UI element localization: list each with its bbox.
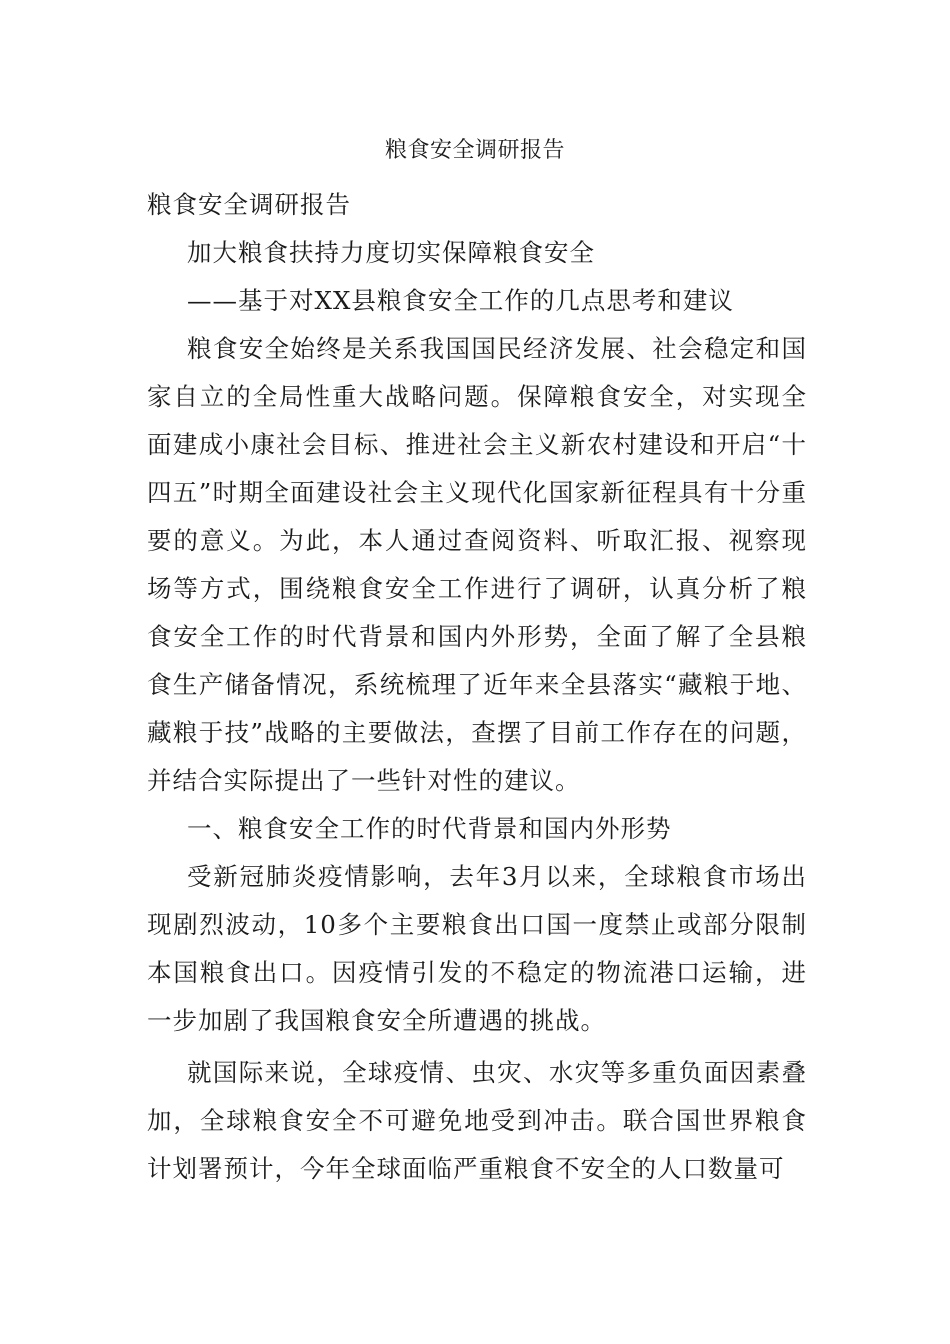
report-main-title: 加大粮食扶持力度切实保障粮食安全 (187, 238, 595, 267)
document-body (147, 181, 807, 1193)
document-title: 粮食安全调研报告 (384, 138, 565, 163)
intro-paragraph: 粮食安全始终是关系我国国民经济发展、社会稳定和国家自立的全局性重大战略问题。保障粮食安全，对实现全面建成小康社会目标、推进社会主义新农村建设和开启“十四五”时期全面建设社会主义现代化国家新征程具有十分重要的意义。为此，本人通过查阅资料、听取汇报、视察现场等方式，围绕粮食安全工作进行了调研，认真分析了粮食安全工作的时代背景和国内外形势，全面了解了全县粮食生产储备情况，系统梳理了近年来全县落实“藏粮于地、藏粮于技”战略的主要做法，查摆了目前工作存在的问题，并结合实际提出了一些针对性的建议。 (147, 334, 807, 795)
report-subtitle: ——基于对XX县粮食安全工作的几点思考和建议 (187, 286, 734, 315)
body-paragraph: 就国际来说，全球疫情、虫灾、水灾等多重负面因素叠加，全球粮食安全不可避免地受到冲击。联合国世界粮食计划署预计，今年全球面临严重粮食不安全的人口数量可 (147, 1058, 807, 1183)
report-heading: 粮食安全调研报告 (147, 190, 351, 219)
body-paragraph: 受新冠肺炎疫情影响，去年3月以来，全球粮食市场出现剧烈波动，10多个主要粮食出口国一度禁止或部分限制本国粮食出口。因疫情引发的不稳定的物流港口运输，进一步加剧了我国粮食安全所遭遇的挑战。 (147, 862, 807, 1035)
section-heading-1: 一、粮食安全工作的时代背景和国内外形势 (187, 814, 672, 843)
